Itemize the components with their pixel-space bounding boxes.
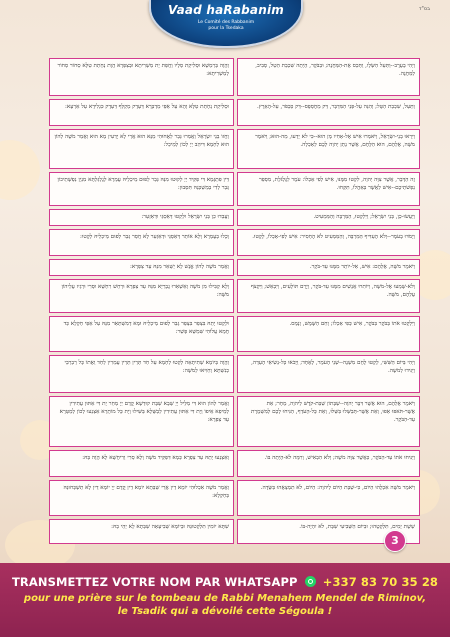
hebrew-cell: וַיַּנִּיחוּ אֹתוֹ עַד-הַבֹּקֶר, כַּאֲשֶׁר צִוָּה מֹשֶׁה; וְלֹא הִבְאִישׁ, וְרִמָּה לֹא-הָיְתָה בּוֹ.	[237, 450, 420, 477]
banner-headline-text: TRANSMETTEZ VOTRE NOM PAR WHATSAPP	[11, 575, 298, 589]
hebrew-cell: שֵׁשֶׁת יָמִים, תִּלְקְטֻהוּ; וּבַיּוֹם הַשְּׁבִיעִי שַׁבָּת, לֹא יִהְיֶה-בּוֹ.	[237, 519, 420, 544]
hebrew-cell: וַיְהִי בָעֶרֶב--וַתַּעַל הַשְּׂלָו, וַתְּכַס אֶת-הַמַּחֲנֶה; וּבַבֹּקֶר, הָיְתָה שִׁכְבַת הַטַּל, סָבִיב, לַמַּחֲנֶה.	[237, 58, 420, 96]
aramaic-cell: וַחֲזוֹ בְנֵי יִשְׂרָאֵל וַאֲמַרוּ גְּבַר לַאֲחוּהִי מַנָּא הוּא אֲרֵי לָא יָדְעִין מָא הוּא וַאֲמַר מֹשֶׁה לְהוֹן הוּא לַחְמָא דִּיהַב יְיָ לְכוֹן לְמֵיכַל:	[49, 129, 234, 169]
banner-tsadik-text: le Tsadik qui a dévoilé cette Ségoula !	[117, 606, 333, 617]
aramaic-cell: וַהֲוָה בְּיוֹמָא שְׁתִיתָאָה לְקַטוּ לַחְמָא עַל חַד תְּרֵין תְּרֵין עֻמְרִין לְחַד וַאֲתוֹ כָּל רַבְרְבֵי כְנִשְׁתָּא וְחַוִּיאוּ לְמֹשֶׁה:	[49, 355, 234, 393]
verse-row	[49, 129, 420, 169]
aramaic-cell: וַאֲמַר לְהוֹן הוּא דִּי מַלֵּיל יְיָ שְׁבָא שַׁבָּת קוּדְשָׁא קֳדָם יְיָ מְחַר יָת דִּי אַתּוּן עֲתִידִין לְמֵיפֵא אֵיפוֹ וְיָת דִּי אַתּוּן עֲתִידִין לְבַשָּׁלָא בַּשִּׁילוּ וְיָת כָּל מוֹתָרָא אַצְנַעוּ לְכוֹן לְמַטְּרָא עַד צַפְרָא:	[49, 396, 234, 447]
logo-title: Vaad haRabanim	[168, 3, 284, 17]
aramaic-cell: וַאֲמַר מֹשֶׁה אִכְלוּהִי יוֹמָא דֵין אֲרֵי שַׁבְּתָא יוֹמָא דֵין קֳדָם יְיָ יוֹמָא דֵין לָא תַשְׁכְּחוּנֵהּ בְּחַקְלָא:	[49, 480, 234, 516]
hebrew-cell: וַיַּעֲשׂוּ-כֵן, בְּנֵי יִשְׂרָאֵל; וַיִּלְקְטוּ, הַמַּרְבֶּה וְהַמַּמְעִיט.	[237, 209, 420, 226]
page-number-badge: 3	[384, 530, 406, 552]
verse-row	[49, 396, 420, 447]
hebrew-cell: וַיֹּאמֶר מֹשֶׁה, אֲלֵהֶם: אִישׁ, אַל-יוֹתֵר מִמֶּנּוּ עַד-בֹּקֶר.	[237, 259, 420, 276]
hebrew-cell: זֶה הַדָּבָר, אֲשֶׁר צִוָּה יְהוָה, לִקְטוּ מִמֶּנּוּ, אִישׁ לְפִי אָכְלוֹ: עֹמֶר לַגֻּלְגֹּלֶת, מִסְפַּר נַפְשֹׁתֵיכֶם--אִישׁ לַאֲשֶׁר בְּאָהֳלוֹ, תִּקָּחוּ.	[237, 172, 420, 206]
aramaic-cell: וַאֲמַר מֹשֶׁה לְהוֹן אֱנָשׁ לָא יַשְׁאַר מִנֵּהּ עַד צַפְרָא:	[49, 259, 234, 276]
logo-subtitle-line-2: pour la Tsedaka	[208, 26, 244, 31]
whatsapp-icon	[305, 576, 316, 587]
hebrew-cell: וַיִּרְאוּ בְנֵי-יִשְׂרָאֵל, וַיֹּאמְרוּ אִישׁ אֶל-אָחִיו מָן הוּא--כִּי לֹא יָדְעוּ, מַה-הוּא; וַיֹּאמֶר מֹשֶׁה, אֲלֵהֶם, הוּא הַלֶּחֶם, אֲשֶׁר נָתַן יְהוָה לָכֶם לְאָכְלָה.	[237, 129, 420, 169]
vaad-harabanim-logo	[149, 0, 303, 48]
hebrew-cell: וַיֹּאמֶר אֲלֵהֶם, הוּא אֲשֶׁר דִּבֶּר יְהוָה--שַׁבָּתוֹן שַׁבַּת-קֹדֶשׁ לַיהוָה, מָחָר; אֵת אֲשֶׁר-תֹּאפוּ אֵפוּ, וְאֵת אֲשֶׁר-תְּבַשְּׁלוּ בַּשֵּׁלוּ, וְאֵת כָּל-הָעֹדֵף, הַנִּיחוּ לָכֶם לְמִשְׁמֶרֶת עַד-הַבֹּקֶר.	[237, 396, 420, 447]
logo-subtitle-line-1: Le Comité des Rabbanim	[197, 20, 255, 25]
verse-row	[49, 316, 420, 352]
verse-row	[49, 279, 420, 313]
aramaic-cell: שִׁתָּא יוֹמִין תִּלְקְטוּנֵהּ וּבְיוֹמָא שְׁבִיעָאָה שַׁבְּתָא לָא יְהֵי בֵהּ:	[49, 519, 234, 544]
hebrew-cell: וַיְהִי בַּיּוֹם הַשִּׁשִּׁי, לָקְטוּ לֶחֶם מִשְׁנֶה--שְׁנֵי הָעֹמֶר, לָאֶחָד; וַיָּבֹאוּ כָּל-נְשִׂיאֵי הָעֵדָה, וַיַּגִּידוּ לְמֹשֶׁה.	[237, 355, 420, 393]
aramaic-cell: וְכָלוּ בְעֻמְרָא וְלָא אוֹתַר דְּאַסְגֵּי וּדְאַזְעַר לָא חֲסַר גְּבַר לְפוּם מֵיכְלֵיהּ לְקָטוּ:	[49, 229, 234, 256]
aramaic-cell: וְאַצְנַעוּ יָתֵהּ עַד צַפְרָא כְּמָא דִּפַקֵּיד מֹשֶׁה וְלָא סְרִי וְרִיחֲשָׁא לָא הֲוָה בֵּהּ:	[49, 450, 234, 477]
aramaic-cell: וּסְלִיקַת נְחָתַת טַלָּא וְהָא עַל אַפֵּי מַדְבְּרָא דַּעְדָק מְקַלַּף דַּעְדָק כִּגְלִידָא עַל אַרְעָא:	[49, 99, 234, 126]
verse-row	[49, 355, 420, 393]
verse-row	[49, 259, 420, 276]
logo-subtitle	[151, 20, 301, 32]
verse-row	[49, 519, 420, 544]
hebrew-cell: וְלֹא-שָׁמְעוּ אֶל-מֹשֶׁה, וַיּוֹתִרוּ אֲנָשִׁים מִמֶּנּוּ עַד-בֹּקֶר, וַיָּרֻם תּוֹלָעִים, וַיִּבְאַשׁ; וַיִּקְצֹף עֲלֵהֶם, מֹשֶׁה.	[237, 279, 420, 313]
banner-headline	[0, 575, 450, 589]
aramaic-cell: וַהֲוָה בְּרַמְשָׁא וּסְלִיקַת סְלָיו וַחֲפַת יָת מַשְׁרִיתָא וּבְצַפְרָא הֲוָת נְחָתַת טַלָּא סְחוֹר סְחוֹר לְמַשְׁרִיתָא:	[49, 58, 234, 96]
aramaic-cell: וְלָא קַבִּילוּ מִן מֹשֶׁה וְאַשְׁאַרוּ גֻבְרַיָּא מִנֵּהּ עַד צַפְרָא וּרְחֵשׁ רִחְשָׁא וּסְרִי וּרְגֵיז עֲלֵיהוֹן מֹשֶׁה:	[49, 279, 234, 313]
hebrew-cell: וַיָּמֹדּוּ בָעֹמֶר--וְלֹא הֶעְדִּיף הַמַּרְבֶּה, וְהַמַּמְעִיט לֹא הֶחְסִיר: אִישׁ לְפִי-אָכְלוֹ, לָקָטוּ.	[237, 229, 420, 256]
hebrew-cell: וַתַּעַל, שִׁכְבַת הַטָּל; וְהִנֵּה עַל-פְּנֵי הַמִּדְבָּר, דַּק מְחֻסְפָּס--דַּק כַּכְּפֹר, עַל-הָאָרֶץ.	[237, 99, 420, 126]
verse-table	[49, 58, 420, 544]
verse-row	[49, 450, 420, 477]
hebrew-cell: וַיֹּאמֶר מֹשֶׁה אִכְלֻהוּ הַיּוֹם, כִּי-שַׁבָּת הַיּוֹם לַיהוָה: הַיּוֹם, לֹא תִמְצָאֻהוּ בַּשָּׂדֶה.	[237, 480, 420, 516]
verse-row	[49, 209, 420, 226]
page-label: בס"ד	[418, 6, 430, 12]
verse-row	[49, 99, 420, 126]
verse-row	[49, 480, 420, 516]
hebrew-cell: וַיִּלְקְטוּ אֹתוֹ בַּבֹּקֶר בַּבֹּקֶר, אִישׁ כְּפִי אָכְלוֹ; וְחַם הַשֶּׁמֶשׁ, וְנָמָס.	[237, 316, 420, 352]
aramaic-cell: וַעֲבַדוּ כֵן בְּנֵי יִשְׂרָאֵל וּלְקַטוּ דְּאַסְגֵּי וּדְאַזְעַר:	[49, 209, 234, 226]
whatsapp-phone-number[interactable]: +337 83 70 35 28	[322, 575, 439, 589]
verse-row	[49, 58, 420, 96]
verse-row	[49, 229, 420, 256]
aramaic-cell: דֵּין פִּתְגָּמָא דִּי פַקֵּיד יְיָ לְקוּטוּ מִנֵּהּ גְּבַר לְפוּם מֵיכְלֵיהּ עֻמְרָא לְגֻלְגַּלְתָּא מִנְיַן נַפְשָׁתֵיכוֹן גְּבַר לְדִי בְמַשְׁכְּנֵהּ תִּסְּבוּן:	[49, 172, 234, 206]
whatsapp-banner	[0, 563, 450, 637]
background-bokeh	[0, 140, 40, 200]
verse-row	[49, 172, 420, 206]
aramaic-cell: וּלְקַטוּ יָתֵהּ בִּצְפַר בִּצְפַר גְּבַר לְפוּם מֵיכְלֵיהּ וּמָא דְמִשְׁתְּאַר מִנֵּהּ עַל אַפֵּי חַקְלָא כַּד חֲמָא עֲלוֹהִי שִׁמְשָׁא פָּשַׁר:	[49, 316, 234, 352]
banner-prayer-text: pour une prière sur le tombeau de Rabbi Menahem Mendel de Riminov,	[23, 593, 427, 604]
